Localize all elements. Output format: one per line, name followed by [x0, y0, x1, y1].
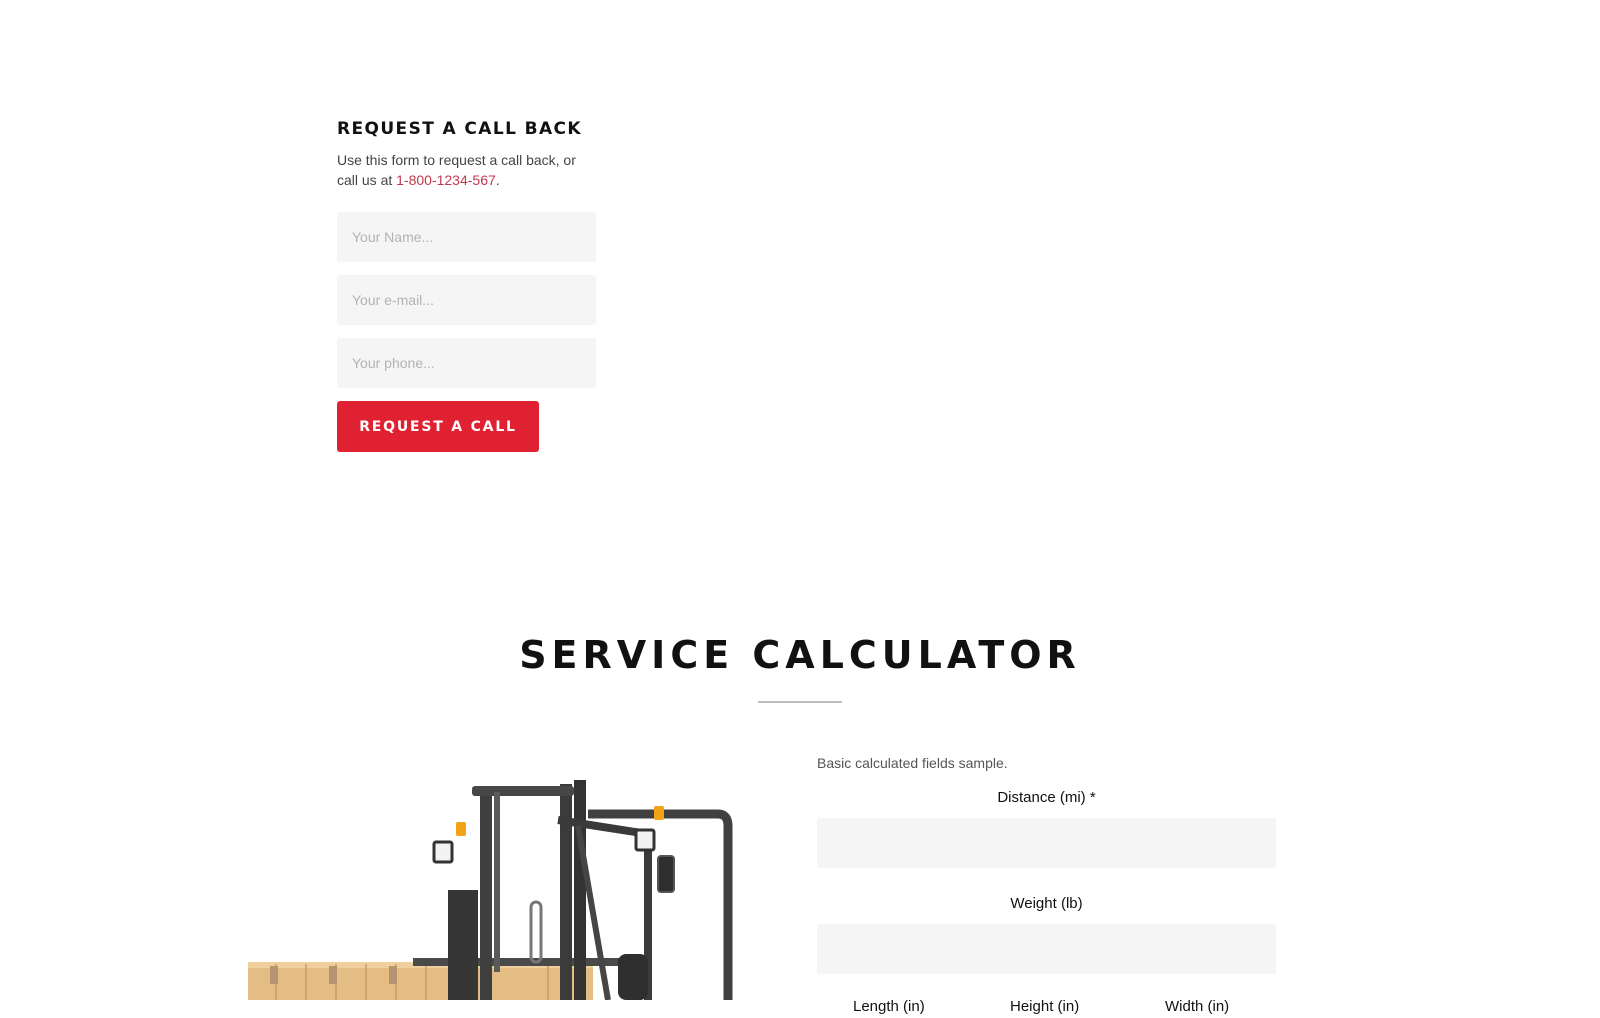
callback-section	[337, 114, 597, 452]
weight-label: Weight (lb)	[1010, 895, 1083, 912]
name-input[interactable]	[337, 212, 596, 262]
callback-title: REQUEST A CALL BACK	[337, 119, 582, 139]
callback-description-text: Use this form to request a call back, or call us at	[337, 152, 576, 188]
width-label: Width (in)	[1165, 998, 1230, 1015]
forklift-image	[248, 770, 758, 1000]
weight-input[interactable]	[817, 924, 1276, 974]
request-call-button[interactable]: REQUEST A CALL	[337, 401, 539, 452]
calculator-form	[817, 753, 1276, 1018]
phone-input[interactable]	[337, 338, 596, 388]
dimensions-row	[817, 996, 1276, 1018]
callback-form	[337, 212, 597, 452]
callback-description	[337, 150, 597, 190]
height-label: Height (in)	[1010, 998, 1080, 1015]
calculator-title: SERVICE CALCULATOR	[519, 633, 1081, 677]
length-label: Length (in)	[853, 998, 925, 1015]
distance-input[interactable]	[817, 818, 1276, 868]
calculator-sample-text: Basic calculated fields sample.	[817, 755, 1008, 771]
email-input[interactable]	[337, 275, 596, 325]
title-divider	[758, 701, 842, 703]
phone-link[interactable]: 1-800-1234-567	[396, 172, 496, 188]
distance-label: Distance (mi) *	[997, 789, 1096, 806]
callback-description-end: .	[495, 172, 500, 188]
